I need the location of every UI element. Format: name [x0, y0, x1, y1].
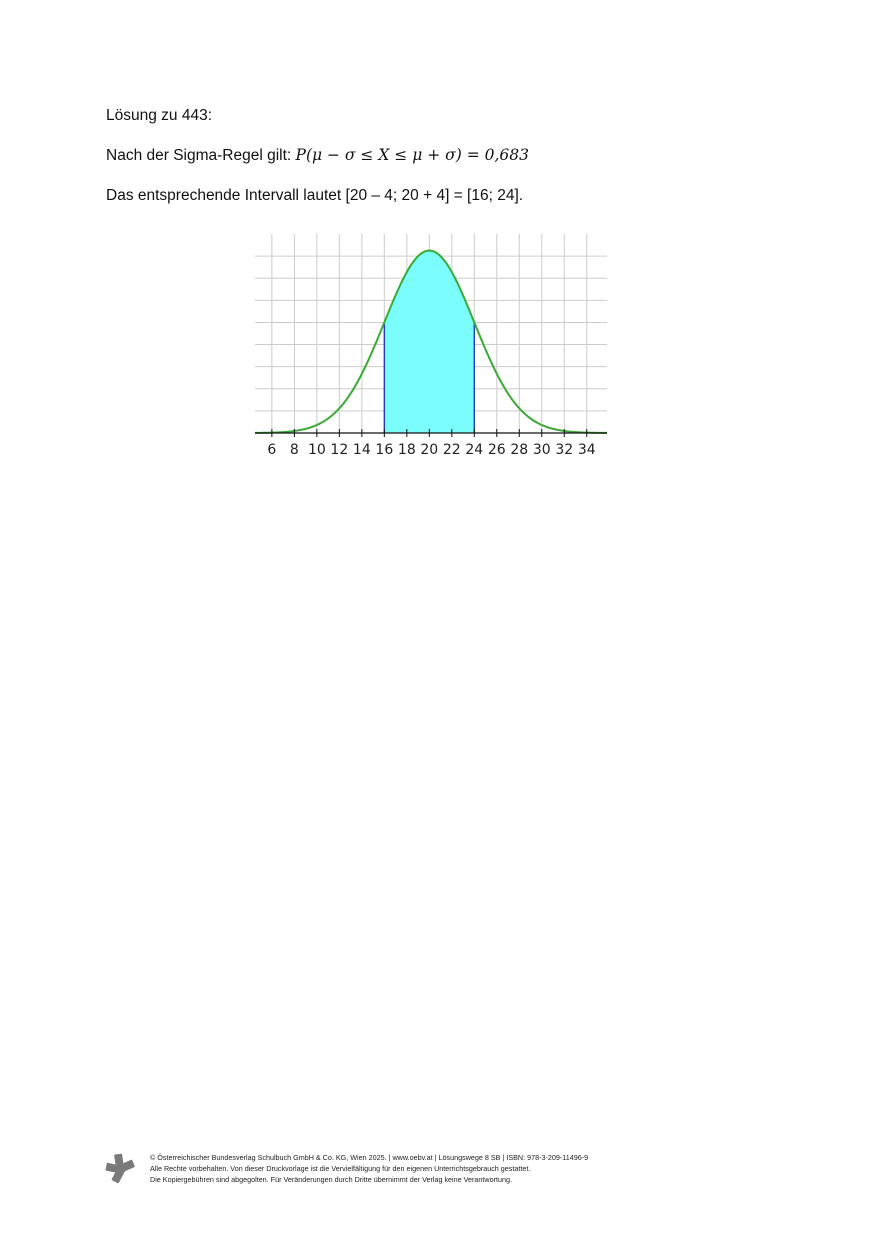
- x-tick-label: 6: [267, 442, 277, 458]
- x-tick-label: 30: [532, 442, 551, 458]
- copyright-notice: [150, 1152, 588, 1185]
- x-tick-label: 28: [510, 442, 529, 458]
- x-tick-label: 22: [442, 442, 461, 458]
- copyright-line-1: © Österreichischer Bundesverlag Schulbuch GmbH & Co. KG, Wien 2025. | www.oebv.at | Lösungswege 8 SB | ISBN: 978-3-209-11496-9: [150, 1153, 589, 1162]
- copyright-line-2: Alle Rechte vorbehalten. Von dieser Druckvorlage ist die Vervielfältigung für den eigenen Unterrichtsgebrauch gestattet.: [150, 1164, 531, 1173]
- x-tick-label: 18: [397, 442, 416, 458]
- x-tick-label: 24: [465, 442, 484, 458]
- x-tick-label: 32: [555, 442, 574, 458]
- sigma-rule-formula: P(μ − σ ≤ X ≤ μ + σ) = 0,683: [295, 146, 529, 164]
- x-tick-label: 16: [375, 442, 394, 458]
- x-tick-label: 34: [577, 442, 596, 458]
- oebv-asterisk-logo-icon: [104, 1152, 136, 1186]
- x-tick-label: 26: [487, 442, 506, 458]
- solution-heading: Lösung zu 443:: [106, 107, 213, 124]
- footer: [104, 1152, 644, 1192]
- normal-distribution-chart: [255, 228, 611, 464]
- x-tick-label: 8: [289, 442, 299, 458]
- x-tick-label: 14: [352, 442, 371, 458]
- x-tick-label: 12: [330, 442, 349, 458]
- sigma-rule-text: Nach der Sigma-Regel gilt:: [106, 147, 296, 164]
- interval-sentence: Das entsprechende Intervall lautet [20 – 4; 20 + 4] = [16; 24].: [106, 187, 524, 204]
- x-tick-label: 10: [307, 442, 326, 458]
- x-tick-label: 20: [420, 442, 439, 458]
- copyright-line-3: Die Kopiergebühren sind abgegolten. Für Veränderungen durch Dritte übernimmt der Verlag keine Verantwortung.: [150, 1175, 512, 1184]
- sigma-rule-line: [106, 146, 529, 165]
